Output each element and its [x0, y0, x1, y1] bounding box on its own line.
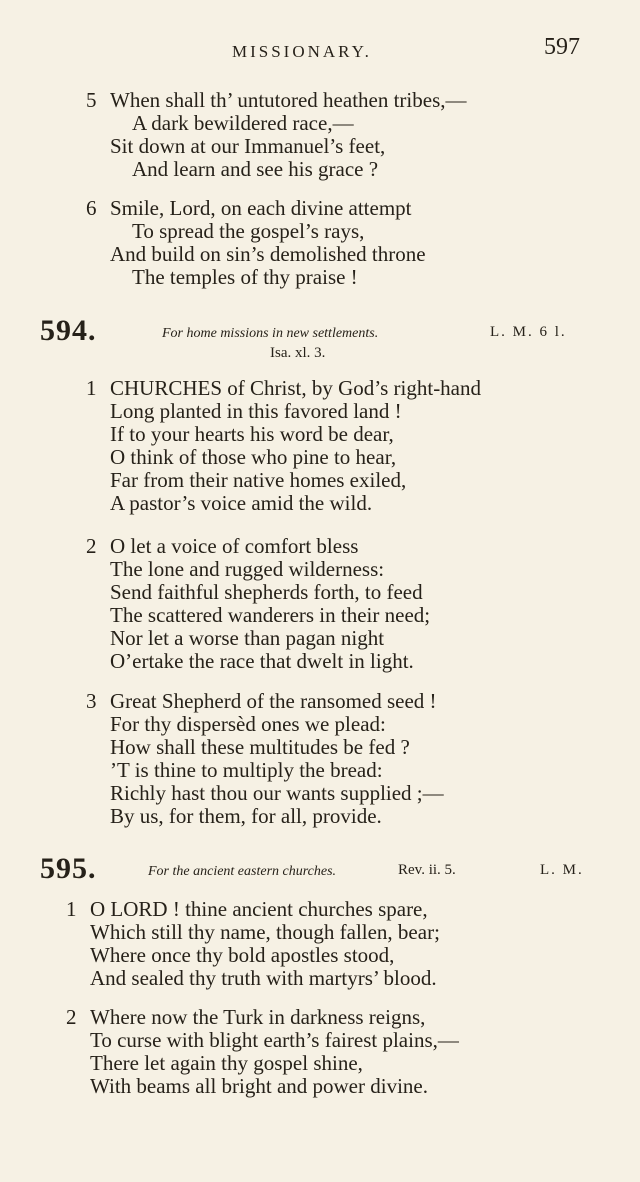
verse-line: A pastor’s voice amid the wild.: [110, 491, 373, 515]
verse-line: And build on sin’s demolished throne: [110, 242, 426, 266]
verse-line: Nor let a worse than pagan night: [110, 626, 385, 650]
verse-line: CHURCHES of Christ, by God’s right-hand: [110, 376, 482, 400]
verse-line: To spread the gospel’s rays,: [132, 219, 365, 243]
scripture-reference: Rev. ii. 5.: [398, 862, 456, 878]
hymn-meter: L. M.: [540, 862, 584, 878]
stanza-number: 5: [86, 88, 97, 112]
verse-line: Which still thy name, though fallen, bear;: [90, 920, 440, 944]
stanza-number: 6: [86, 196, 97, 220]
verse-line: With beams all bright and power divine.: [90, 1074, 428, 1098]
verse-line: How shall these multitudes be fed ?: [110, 735, 410, 759]
verse-line: And learn and see his grace ?: [132, 157, 379, 181]
stanza-number: 1: [86, 376, 97, 400]
verse-line: O think of those who pine to hear,: [110, 445, 397, 469]
verse-line: The temples of thy praise !: [132, 265, 358, 289]
verse-line: O let a voice of comfort bless: [110, 534, 359, 558]
hymn-subject: For the ancient eastern churches.: [148, 864, 337, 879]
verse-line: The scattered wanderers in their need;: [110, 603, 431, 627]
verse-line: A dark bewildered race,—: [132, 111, 354, 135]
verse-line: The lone and rugged wilderness:: [110, 557, 385, 581]
verse-line: Great Shepherd of the ransomed seed !: [110, 689, 437, 713]
verse-line: Where once thy bold apostles stood,: [90, 943, 395, 967]
verse-line: Far from their native homes exiled,: [110, 468, 407, 492]
stanza-number: 2: [86, 534, 97, 558]
verse-line: If to your hearts his word be dear,: [110, 422, 394, 446]
verse-line: Sit down at our Immanuel’s feet,: [110, 134, 386, 158]
hymn-meter: L. M. 6 l.: [490, 324, 567, 340]
verse-line: Send faithful shepherds forth, to feed: [110, 580, 423, 604]
scripture-reference: Isa. xl. 3.: [270, 345, 326, 361]
verse-line: When shall th’ untutored heathen tribes,—: [110, 88, 467, 112]
verse-line: And sealed thy truth with martyrs’ blood.: [90, 966, 437, 990]
verse-line: Where now the Turk in darkness reigns,: [90, 1005, 426, 1029]
stanza-number: 2: [66, 1005, 77, 1029]
hymn-number: 594.: [40, 314, 97, 347]
verse-line: ’T is thine to multiply the bread:: [110, 758, 383, 782]
stanza-number: 3: [86, 689, 97, 713]
verse-line: Richly hast thou our wants supplied ;—: [110, 781, 444, 805]
stanza-number: 1: [66, 897, 77, 921]
verse-line: To curse with blight earth’s fairest plains,—: [90, 1028, 459, 1052]
verse-line: By us, for them, for all, provide.: [110, 804, 382, 828]
verse-line: For thy dispersèd ones we plead:: [110, 712, 386, 736]
hymn-subject: For home missions in new settlements.: [162, 326, 379, 341]
verse-line: O’ertake the race that dwelt in light.: [110, 649, 414, 673]
verse-line: Long planted in this favored land !: [110, 399, 402, 423]
page-number: 597: [544, 34, 580, 60]
verse-line: There let again thy gospel shine,: [90, 1051, 363, 1075]
verse-line: O LORD ! thine ancient churches spare,: [90, 897, 428, 921]
verse-line: Smile, Lord, on each divine attempt: [110, 196, 412, 220]
running-head: MISSIONARY.: [232, 42, 372, 61]
hymn-number: 595.: [40, 852, 97, 885]
